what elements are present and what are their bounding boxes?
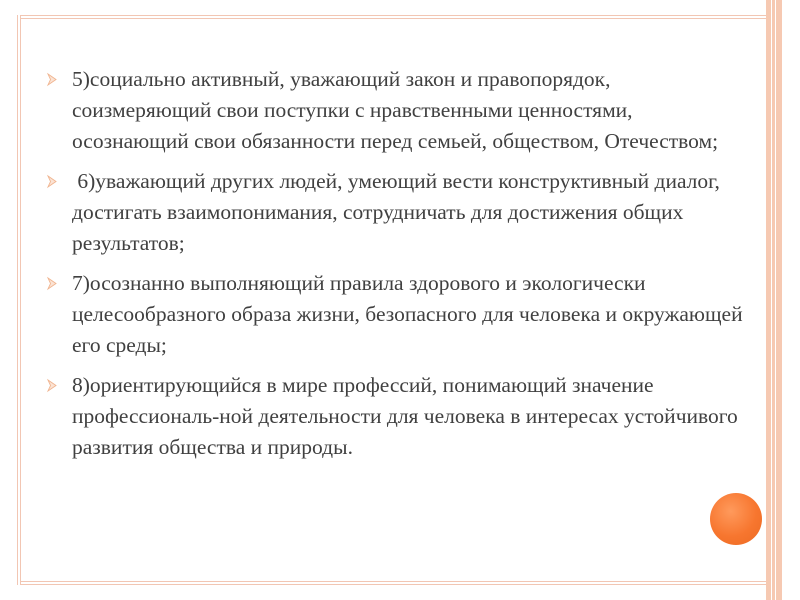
frame-left-line	[17, 15, 21, 585]
right-band-stripes	[771, 0, 776, 600]
bullet-text: 7)осознанно выполняющий правила здорового и экологически целесообразного образа жизни, безопасного для человека и окружающей его среды;	[72, 271, 743, 357]
bullet-item	[46, 166, 746, 259]
bullet-item	[46, 268, 746, 361]
bullet-arrow-icon	[46, 72, 59, 87]
bullet-item	[46, 370, 746, 463]
bullet-item	[46, 64, 746, 157]
frame-top-line	[20, 15, 782, 19]
bullet-arrow-icon	[46, 276, 59, 291]
bullet-list	[46, 64, 746, 472]
orange-circle-decoration	[710, 493, 762, 545]
bullet-arrow-icon	[46, 378, 59, 393]
frame-bottom-line	[20, 581, 782, 585]
bullet-text: 5)социально активный, уважающий закон и правопорядок, соизмеряющий свои поступки с нравственными ценностями, осознающий свои обязанности перед семьей, обществом, Отечеством;	[72, 67, 719, 153]
bullet-text: 8)ориентирующийся в мире профессий, понимающий значение профессиональ-ной деятельности для человека в интересах устойчивого развития общества и природы.	[72, 373, 738, 459]
bullet-arrow-icon	[46, 174, 59, 189]
bullet-text: 6)уважающий других людей, умеющий вести конструктивный диалог, достигать взаимопонимания, сотрудничать для достижения общих результатов;	[72, 169, 726, 255]
